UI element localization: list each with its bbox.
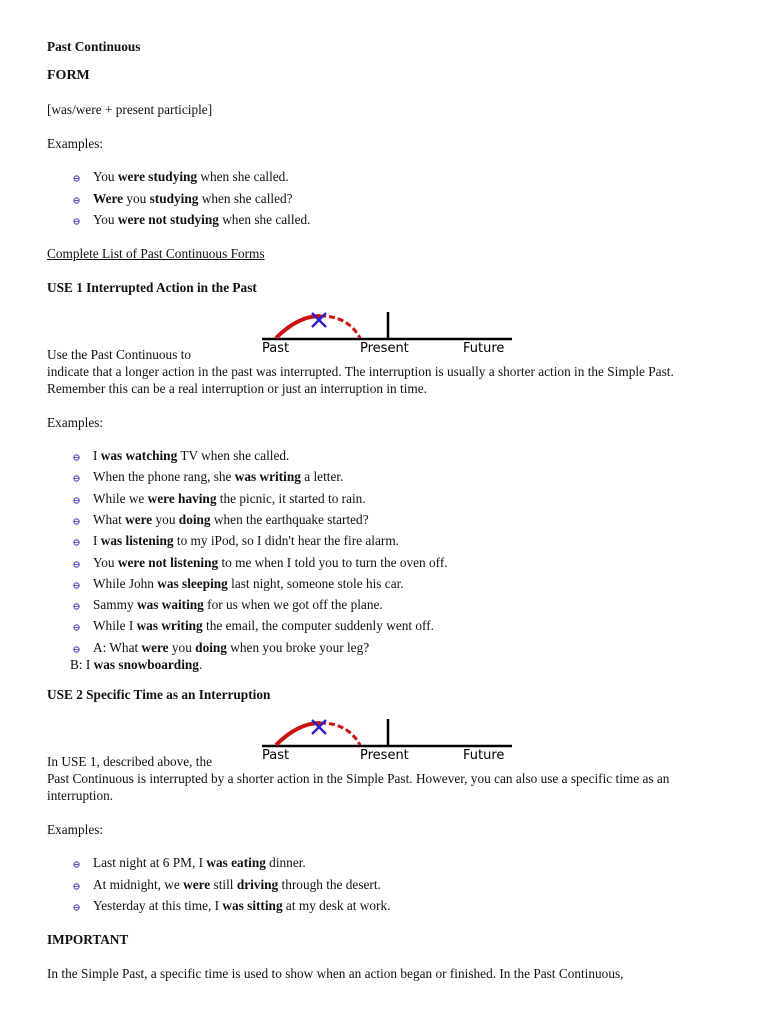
text-run: when she called?	[198, 190, 293, 206]
text-run: At midnight, we	[93, 876, 184, 892]
emphasized-verb: Were	[93, 190, 124, 206]
text-run: you	[152, 511, 179, 527]
bullet-icon	[73, 213, 80, 220]
bullet-icon	[73, 878, 80, 885]
complete-list-link[interactable]: Complete List of Past Continuous Forms	[47, 246, 265, 261]
bullet-icon	[73, 577, 80, 584]
text-run: While we	[93, 490, 148, 506]
text-run: you	[168, 639, 196, 655]
important-heading: IMPORTANT	[47, 932, 129, 947]
use2-examples-label: Examples:	[47, 822, 104, 837]
emphasized-verb: was snowboarding	[93, 657, 199, 672]
bullet-icon	[73, 492, 80, 499]
emphasized-verb: were studying	[117, 169, 198, 184]
use1-example-list-item	[93, 512, 369, 528]
use1-intro-first-line: Use the Past Continuous to	[47, 347, 192, 362]
bullet-icon	[73, 856, 80, 863]
use1-example-list-item	[93, 597, 383, 613]
text-run: to my iPod, so I didn't hear the fire alarm.	[173, 533, 399, 549]
text-run: you	[123, 190, 150, 206]
use2-example-list-item	[93, 877, 381, 893]
text-run: dinner.	[265, 855, 306, 870]
text-run: I	[93, 533, 101, 549]
emphasized-verb: was sleeping	[157, 575, 228, 591]
text-run: through the desert.	[278, 876, 381, 892]
emphasized-verb: was watching	[100, 448, 178, 463]
examples-label: Examples:	[47, 136, 104, 151]
text-run: to me when I told you to turn the oven off.	[218, 554, 448, 570]
form-formula: [was/were + present participle]	[47, 102, 213, 117]
emphasized-verb: was waiting	[136, 597, 204, 613]
timeline-label-present: Present	[360, 341, 409, 356]
emphasized-verb: were	[125, 511, 153, 527]
use1-heading: USE 1 Interrupted Action in the Past	[47, 280, 257, 295]
emphasized-verb: was sitting	[222, 898, 283, 913]
timeline-diagram-use1	[258, 308, 518, 358]
text-run: when the earthquake started?	[210, 511, 369, 527]
use2-intro-first-line: In USE 1, described above, the	[47, 754, 213, 769]
text-run: TV when she called.	[177, 448, 290, 463]
bullet-icon	[73, 899, 80, 906]
page-title: Past Continuous	[47, 39, 141, 54]
text-run: While John	[93, 575, 158, 591]
text-run: .	[198, 657, 203, 672]
timeline-label-future: Future	[463, 748, 505, 763]
text-run: What	[93, 511, 126, 527]
emphasized-verb: doing	[195, 639, 227, 655]
text-run: Yesterday at this time, I	[93, 898, 223, 913]
text-run: still	[210, 876, 237, 892]
bullet-icon	[73, 192, 80, 199]
text-run: B: I	[70, 657, 94, 672]
emphasized-verb: were having	[147, 490, 217, 506]
form-example-list-item	[93, 191, 293, 207]
text-run: a letter.	[300, 469, 344, 485]
emphasized-verb: was listening	[100, 533, 174, 549]
emphasized-verb: were not studying	[117, 212, 219, 227]
use1-example-list-item	[93, 448, 289, 464]
use2-example-list-item	[93, 898, 390, 914]
important-text: In the Simple Past, a specific time is used to show when an action began or finished. In the Past Continuous,	[47, 966, 624, 981]
emphasized-verb: was writing	[234, 469, 301, 485]
bullet-icon	[73, 598, 80, 605]
text-run: Last night at 6 PM, I	[93, 855, 207, 870]
use1-examples-label: Examples:	[47, 415, 104, 430]
text-run: the picnic, it started to rain.	[216, 490, 366, 506]
timeline-label-past: Past	[262, 748, 290, 763]
emphasized-verb: was eating	[206, 855, 266, 870]
text-run: You	[93, 169, 118, 184]
emphasized-verb: were not listening	[117, 554, 219, 570]
text-run: at my desk at work.	[282, 898, 391, 913]
timeline-label-present: Present	[360, 748, 409, 763]
text-run: I	[93, 448, 101, 463]
text-run: When the phone rang, she	[93, 469, 235, 485]
use1-example-list-item	[93, 555, 448, 571]
emphasized-verb: driving	[236, 876, 279, 892]
text-run: You	[93, 554, 118, 570]
form-example-list-item	[93, 212, 310, 228]
text-run: Sammy	[93, 597, 137, 613]
bullet-icon	[73, 513, 80, 520]
use1-example-list-item	[93, 640, 369, 656]
bullet-icon	[73, 449, 80, 456]
use1-intro-rest: indicate that a longer action in the past was interrupted. The interruption is usually a shorter action in the Simple Past. Remember this can be a real interruption or just an interruption in time.	[47, 364, 674, 396]
text-run: While I	[93, 618, 137, 634]
text-run: A: What	[93, 639, 142, 655]
use1-example-list-item	[93, 491, 366, 507]
text-run: when she called.	[218, 212, 311, 227]
emphasized-verb: was writing	[136, 618, 203, 634]
use1-example-list-item	[93, 469, 343, 485]
emphasized-verb: studying	[149, 190, 199, 206]
use2-example-list-item	[93, 855, 306, 871]
text-run: last night, someone stole his car.	[227, 575, 404, 591]
bullet-icon	[73, 170, 80, 177]
bullet-icon	[73, 641, 80, 648]
form-example-list-item	[93, 169, 289, 185]
emphasized-verb: were	[141, 639, 169, 655]
text-run: when she called.	[197, 169, 289, 184]
timeline-label-past: Past	[262, 341, 290, 356]
bullet-icon	[73, 556, 80, 563]
text-run: You	[93, 212, 118, 227]
use1-example-list-item	[93, 618, 434, 634]
dialog-line-b	[70, 657, 202, 673]
use1-example-list-item	[93, 533, 399, 549]
timeline-diagram-use2	[258, 715, 518, 765]
text-run: the email, the computer suddenly went off.	[202, 618, 434, 634]
use2-intro-rest: Past Continuous is interrupted by a shorter action in the Simple Past. However, you can also use a specific time as an interruption.	[47, 771, 670, 803]
text-run: for us when we got off the plane.	[203, 597, 383, 613]
text-run: when you broke your leg?	[226, 639, 370, 655]
bullet-icon	[73, 470, 80, 477]
emphasized-verb: were	[183, 876, 211, 892]
emphasized-verb: doing	[178, 511, 211, 527]
bullet-icon	[73, 619, 80, 626]
use2-heading: USE 2 Specific Time as an Interruption	[47, 687, 271, 702]
use1-example-list-item	[93, 576, 404, 592]
form-heading: FORM	[47, 68, 90, 83]
timeline-label-future: Future	[463, 341, 505, 356]
bullet-icon	[73, 534, 80, 541]
